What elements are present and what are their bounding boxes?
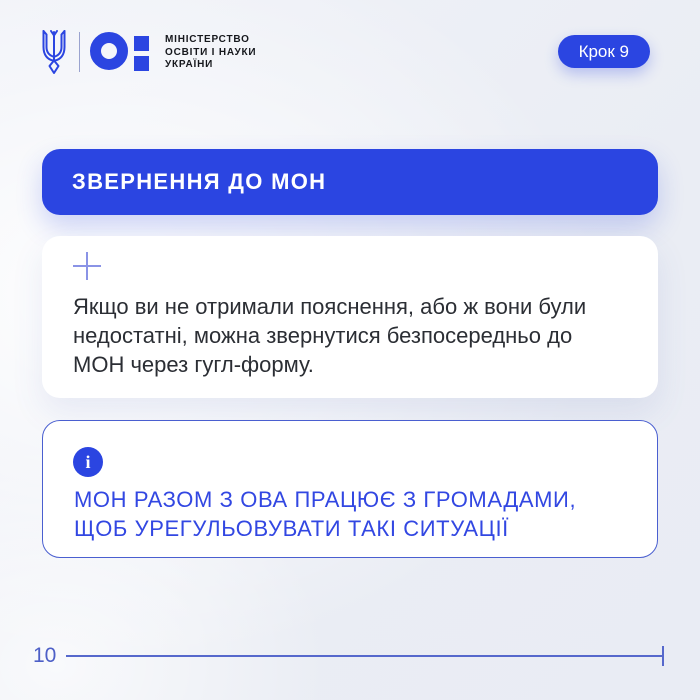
- explanation-line-3: МОН через гугл-форму.: [73, 352, 314, 377]
- trident-icon: [40, 29, 68, 75]
- footer-line-tick: [662, 646, 664, 666]
- info-line-2: ЩОБ УРЕГУЛЬОВУВАТИ ТАКІ СИТУАЦІЇ: [74, 516, 509, 541]
- ministry-name: [165, 34, 256, 72]
- mon-logo-colon-bottom: [134, 56, 149, 71]
- footer: [0, 640, 700, 670]
- step-badge: Крок 9: [558, 35, 650, 68]
- header-logo-group: [40, 28, 256, 75]
- ministry-name-line-2: ОСВІТИ І НАУКИ: [165, 46, 257, 58]
- plus-icon: [73, 252, 101, 280]
- info-text: [74, 485, 576, 543]
- explanation-line-1: Якщо ви не отримали пояснення, або ж вони були: [73, 294, 587, 319]
- info-line-1: МОН РАЗОМ З ОВА ПРАЦЮЄ З ГРОМАДАМИ,: [74, 487, 577, 512]
- explanation-card: [42, 236, 658, 398]
- ministry-name-line-3: УКРАЇНИ: [165, 59, 214, 71]
- header: [40, 28, 660, 76]
- page-number: 10: [33, 644, 57, 667]
- mon-logo: [90, 31, 150, 75]
- footer-line: [66, 655, 663, 657]
- mon-logo-ring-icon: [90, 32, 128, 70]
- section-banner: [42, 149, 658, 215]
- mon-logo-colon-top: [134, 36, 149, 51]
- explanation-text: [73, 292, 586, 379]
- logo-divider: [79, 32, 80, 72]
- ministry-name-line-1: МІНІСТЕРСТВО: [165, 34, 250, 46]
- info-card: [42, 420, 658, 558]
- info-icon: i: [73, 447, 103, 477]
- section-title: ЗВЕРНЕННЯ ДО МОН: [72, 169, 327, 194]
- explanation-line-2: недостатні, можна звернутися безпосередньо до: [73, 323, 573, 348]
